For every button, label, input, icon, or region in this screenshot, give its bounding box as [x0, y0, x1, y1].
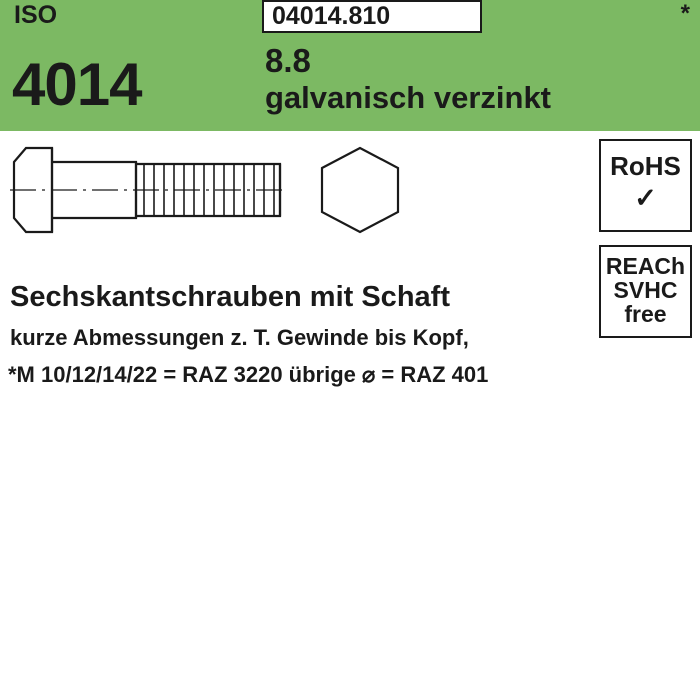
hex-bolt-side-view: [10, 148, 286, 232]
reach-label: REACh: [605, 253, 686, 279]
article-number-box: [262, 0, 482, 33]
coating-label: galvanisch verzinkt: [265, 80, 552, 115]
svhc-label: SVHC: [613, 277, 678, 304]
strength-grade: 8.8: [265, 42, 311, 79]
article-number: 04014.810: [272, 2, 391, 30]
description-line-1: kurze Abmessungen z. T. Gewinde bis Kopf,: [10, 325, 469, 350]
hex-head-end-view: [322, 148, 398, 232]
standard-number: 4014: [12, 51, 142, 118]
standard-label: ISO: [14, 1, 58, 29]
asterisk-marker: *: [680, 0, 690, 27]
header-band: [0, 0, 700, 131]
product-drawing: [8, 140, 408, 250]
page-title: Sechskantschrauben mit Schaft: [10, 281, 450, 313]
rohs-label: RoHS: [610, 151, 681, 181]
check-icon: ✓: [634, 183, 657, 213]
bolt-drawing-svg: [8, 140, 408, 250]
free-label: free: [624, 301, 667, 328]
description-line-2: *M 10/12/14/22 = RAZ 3220 übrige ⌀ = RAZ 401: [8, 362, 489, 387]
rohs-badge: [599, 139, 692, 232]
reach-badge: [599, 245, 692, 338]
